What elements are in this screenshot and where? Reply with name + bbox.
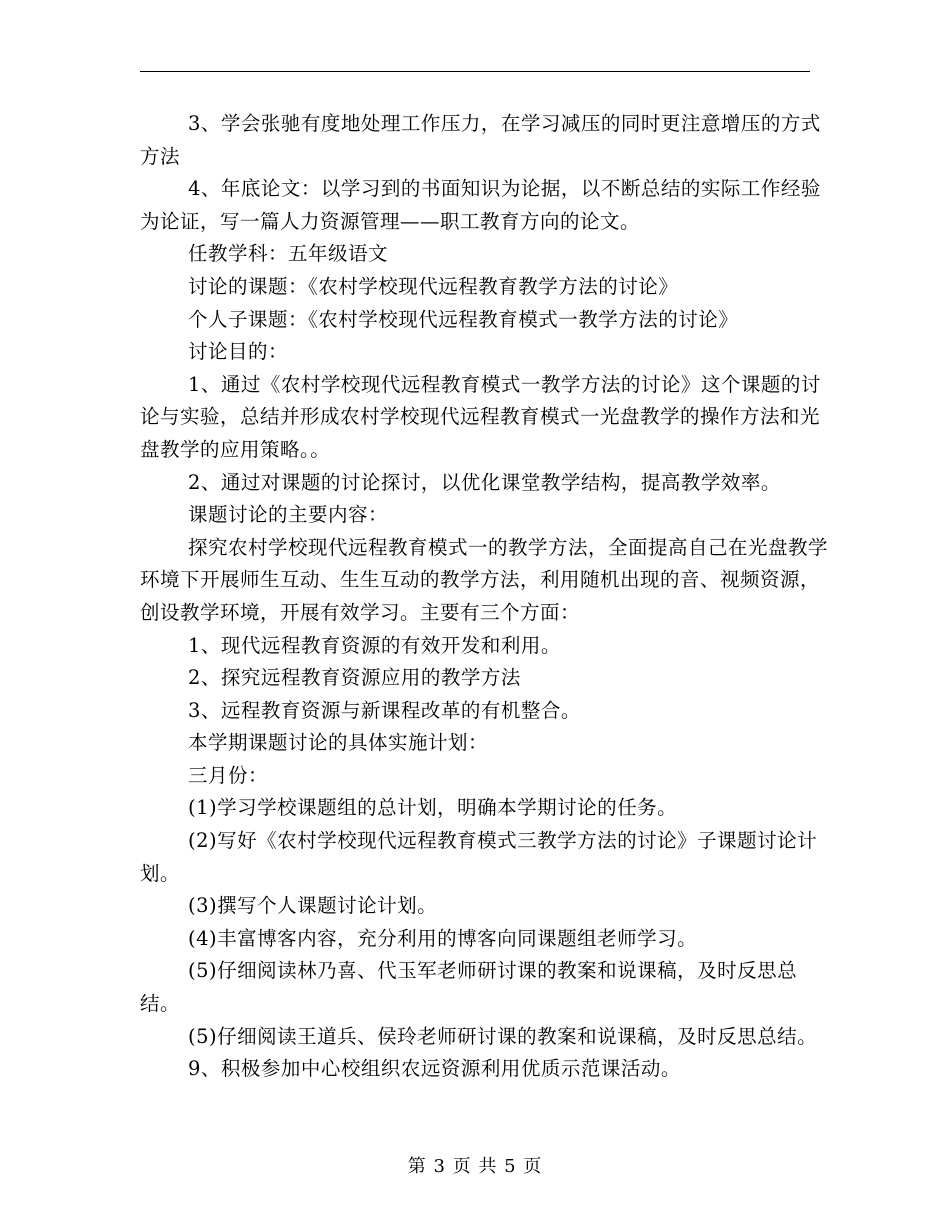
paragraph: (1)学习学校课题组的总计划，明确本学期讨论的任务。 (188, 796, 678, 820)
paragraph: 三月份： (188, 763, 269, 787)
paragraph: (5)仔细阅读林乃喜、代玉军老师研讨课的教案和说课稿，及时反思总结。 (140, 959, 798, 1016)
paragraph: 3、学会张驰有度地处理工作压力，在学习减压的同时更注意增压的方式方法 (140, 112, 821, 168)
paragraph: 任教学科：五年级语文 (188, 242, 389, 266)
paragraph: 个人子课题：《农村学校现代远程教育模式一教学方法的讨论》 (188, 307, 739, 331)
paragraph: (4)丰富博客内容，充分利用的博客向同课题组老师学习。 (188, 926, 698, 950)
paragraph: 讨论的课题：《农村学校现代远程教育教学方法的讨论》 (188, 274, 679, 298)
paragraph: 2、通过对课题的讨论探讨，以优化课堂教学结构，提高教学效率。 (188, 470, 781, 494)
paragraph: 4、年底论文：以学习到的书面知识为论据，以不断总结的实际工作经验为论证，写一篇人力资源管理——职工教育方向的论文。 (140, 177, 821, 233)
paragraph: 2、探究远程教育资源应用的教学方法 (188, 666, 521, 690)
paragraph: 课题讨论的主要内容： (188, 503, 389, 527)
paragraph: 3、远程教育资源与新课程改革的有机整合。 (188, 698, 581, 722)
paragraph: (2)写好《农村学校现代远程教育模式三教学方法的讨论》子课题讨论计划。 (140, 829, 818, 885)
document-body (140, 108, 830, 1086)
paragraph: 1、通过《农村学校现代远程教育模式一教学方法的讨论》这个课题的讨论与实验，总结并形成农村学校现代远程教育模式一光盘教学的操作方法和光盘教学的应用策略。。 (140, 372, 821, 461)
page-footer: 第 3 页 共 5 页 (407, 1156, 543, 1177)
paragraph: 1、现代远程教育资源的有效开发和利用。 (188, 633, 561, 657)
paragraph: 本学期课题讨论的具体实施计划： (188, 731, 489, 755)
paragraph: 讨论目的： (188, 340, 289, 364)
paragraph: 探究农村学校现代远程教育模式一的教学方法，全面提高自己在光盘教学环境下开展师生互动、生生互动的教学方法，利用随机出现的音、视频资源，创设教学环境，开展有效学习。主要有三个方面： (140, 535, 829, 624)
paragraph: (3)撰写个人课题讨论计划。 (188, 894, 438, 918)
paragraph: 9、积极参加中心校组织农远资源利用优质示范课活动。 (188, 1057, 681, 1081)
paragraph: (5)仔细阅读王道兵、侯玲老师研讨课的教案和说课稿，及时反思总结。 (188, 1024, 818, 1048)
header-rule (140, 71, 810, 72)
